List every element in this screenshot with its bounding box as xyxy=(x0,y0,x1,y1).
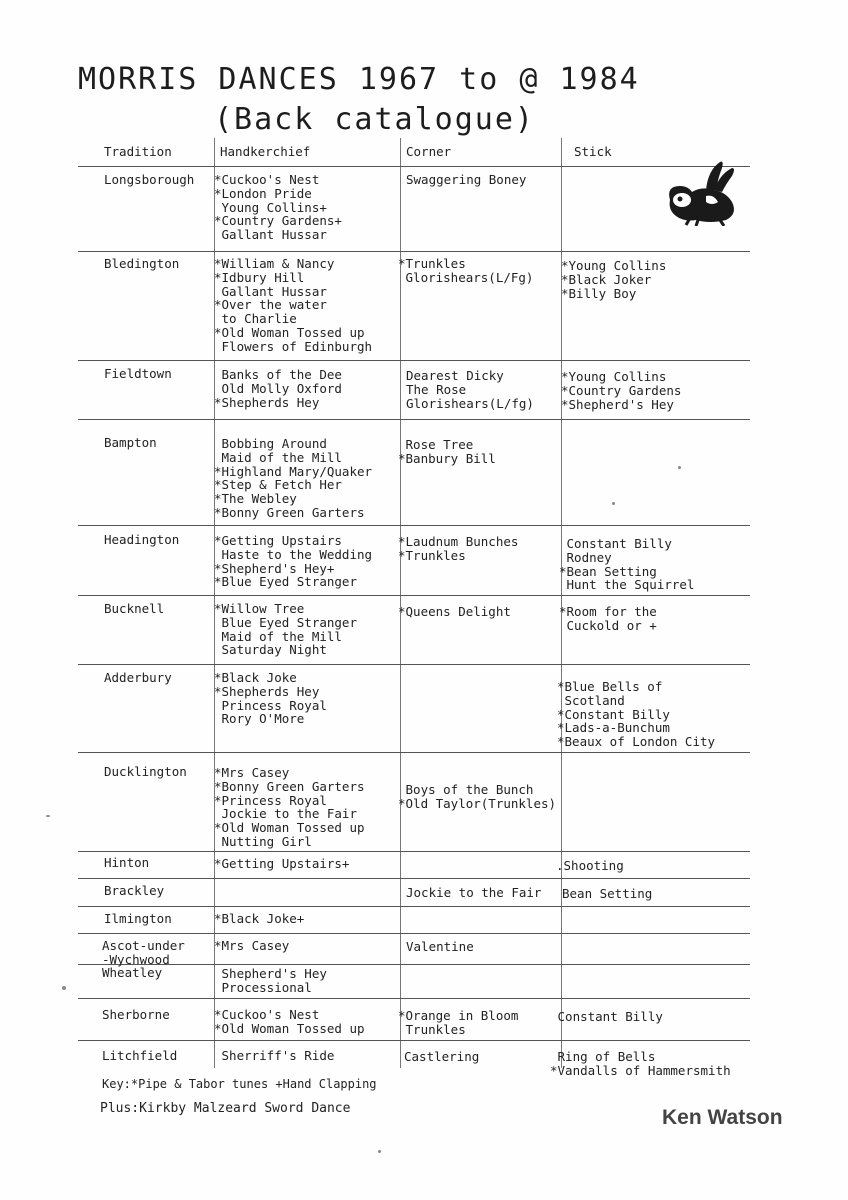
row-handkerchief: *Cuckoo's Nest *London Pride Young Collins+ *Country Gardens+ Gallant Hussar xyxy=(214,172,342,243)
row-handkerchief: *William & Nancy *Idbury Hill Gallant Hussar *Over the water to Charlie *Old Woman Tossed up Flowers of Edinburgh xyxy=(214,256,373,354)
row-divider xyxy=(78,419,750,420)
plus-note: Plus:Kirkby Malzeard Sword Dance xyxy=(100,1101,351,1116)
row-tradition: Adderbury xyxy=(104,670,172,685)
row-tradition: Fieldtown xyxy=(104,366,172,381)
row-stick: *Blue Bells of Scotland *Constant Billy *Lads-a-Bunchum *Beaux of London City xyxy=(557,679,716,750)
key-legend: Key:*Pipe & Tabor tunes +Hand Clapping xyxy=(102,1077,377,1091)
row-tradition: Bucknell xyxy=(104,601,165,616)
row-tradition: Bampton xyxy=(104,435,157,450)
row-corner: Valentine xyxy=(406,939,474,954)
row-divider xyxy=(78,1040,750,1041)
row-corner: *Queens Delight xyxy=(398,604,511,619)
document-title: MORRIS DANCES 1967 to @ 1984 xyxy=(78,62,640,97)
document-subtitle: (Back catalogue) xyxy=(214,102,535,137)
header-corner: Corner xyxy=(406,144,452,159)
row-divider xyxy=(78,360,750,361)
row-handkerchief: *Black Joke+ xyxy=(214,911,305,926)
row-stick: Constant Billy xyxy=(550,1009,663,1024)
row-corner: *Trunkles Glorishears(L/Fg) xyxy=(398,256,534,285)
row-corner: Boys of the Bunch *Old Taylor(Trunkles) xyxy=(398,782,557,811)
row-divider xyxy=(78,595,750,596)
row-handkerchief: *Mrs Casey xyxy=(214,938,290,953)
signature: Ken Watson xyxy=(662,1106,783,1129)
row-divider xyxy=(78,998,750,999)
row-divider xyxy=(78,933,750,934)
row-corner: Rose Tree *Banbury Bill xyxy=(398,437,496,466)
row-handkerchief: *Mrs Casey *Bonny Green Garters *Princess Royal Jockie to the Fair *Old Woman Tossed up Nutting Girl xyxy=(214,765,365,849)
row-tradition: Hinton xyxy=(104,855,150,870)
row-handkerchief: Shepherd's Hey Processional xyxy=(221,966,327,995)
scan-speck xyxy=(678,466,681,469)
row-handkerchief: *Willow Tree Blue Eyed Stranger Maid of the Mill Saturday Night xyxy=(214,601,357,658)
row-tradition: Sherborne xyxy=(102,1007,170,1022)
row-tradition: Headington xyxy=(104,532,180,547)
row-handkerchief: *Getting Upstairs+ xyxy=(214,856,350,871)
row-divider xyxy=(78,752,750,753)
row-tradition: Wheatley xyxy=(102,965,163,980)
row-corner: Dearest Dicky The Rose Glorishears(L/fg) xyxy=(406,368,534,411)
row-stick: Ring of Bells *Vandalls of Hammersmith xyxy=(550,1049,731,1078)
row-handkerchief: Bobbing Around Maid of the Mill *Highland Mary/Quaker *Step & Fetch Her *The Webley *Bonny Green Garters xyxy=(214,436,373,520)
row-tradition: Longsborough xyxy=(104,172,195,187)
rabbit-icon xyxy=(662,156,742,226)
scan-speck xyxy=(378,1150,381,1153)
row-tradition: Litchfield xyxy=(102,1048,178,1063)
row-divider xyxy=(78,166,750,167)
header-stick: Stick xyxy=(574,144,612,159)
row-divider xyxy=(78,878,750,879)
row-stick: .Shooting xyxy=(556,858,624,873)
row-divider xyxy=(78,664,750,665)
scan-speck xyxy=(46,815,50,817)
header-handkerchief: Handkerchief xyxy=(220,144,311,159)
row-stick: Bean Setting xyxy=(562,886,653,901)
row-stick: *Young Collins *Country Gardens *Shepherd's Hey xyxy=(561,369,682,412)
row-divider xyxy=(78,251,750,252)
header-tradition: Tradition xyxy=(104,144,172,159)
row-tradition: Ducklington xyxy=(104,764,187,779)
row-divider xyxy=(78,906,750,907)
row-handkerchief: *Getting Upstairs Haste to the Wedding *Shepherd's Hey+ *Blue Eyed Stranger xyxy=(214,533,373,590)
row-tradition: Bledington xyxy=(104,256,180,271)
row-handkerchief: Banks of the Dee Old Molly Oxford *Shepherds Hey xyxy=(214,367,342,410)
row-tradition: Ilmington xyxy=(104,911,172,926)
row-corner: *Orange in Bloom Trunkles xyxy=(398,1008,519,1037)
scan-speck xyxy=(62,986,66,990)
row-corner: Swaggering Boney xyxy=(406,172,527,187)
scan-speck xyxy=(612,502,615,505)
row-divider xyxy=(78,851,750,852)
row-handkerchief: Sherriff's Ride xyxy=(214,1048,335,1063)
row-handkerchief: *Cuckoo's Nest *Old Woman Tossed up xyxy=(214,1007,365,1036)
row-stick: Constant Billy Rodney *Bean Setting Hunt the Squirrel xyxy=(559,536,695,593)
row-divider xyxy=(78,525,750,526)
row-stick: *Room for the Cuckold or + xyxy=(559,604,657,633)
row-stick: *Young Collins *Black Joker *Billy Boy xyxy=(561,258,667,301)
row-corner: *Laudnum Bunches *Trunkles xyxy=(398,534,519,563)
row-corner: Castlering xyxy=(404,1049,480,1064)
row-corner: Jockie to the Fair xyxy=(406,885,542,900)
row-tradition: Brackley xyxy=(104,883,165,898)
row-tradition: Ascot-under -Wychwood xyxy=(102,938,185,967)
row-handkerchief: *Black Joke *Shepherds Hey Princess Royal Rory O'More xyxy=(214,670,327,727)
